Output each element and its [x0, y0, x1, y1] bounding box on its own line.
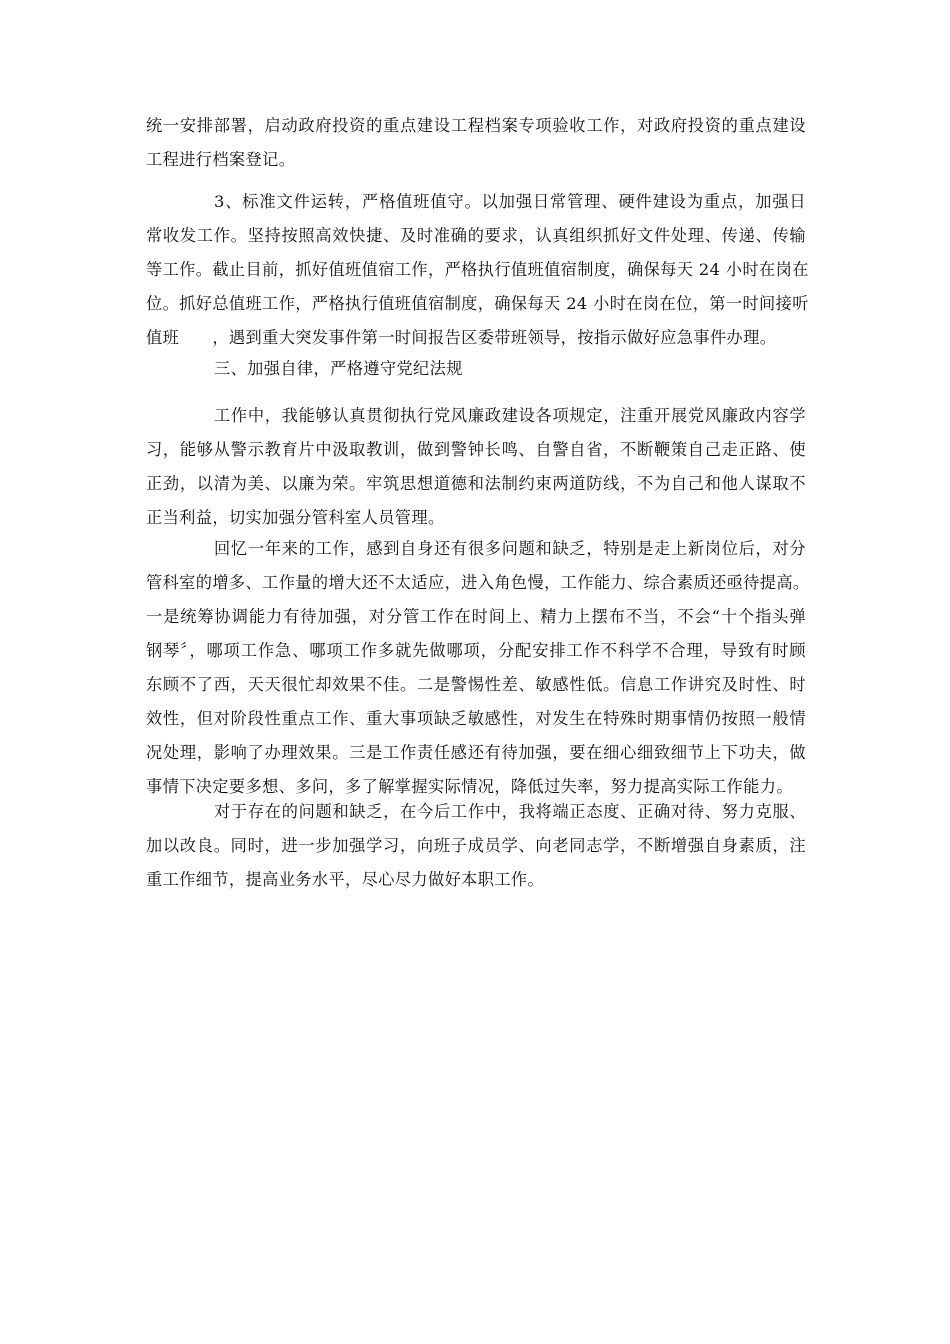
text-line: 况处理，影响了办理效果。三是工作责任感还有待加强，要在细心细致细节上下功夫，做 — [146, 743, 806, 762]
text-line: 正当利益，切实加强分管科室人员管理。 — [146, 508, 445, 527]
section-heading-discipline — [146, 352, 806, 386]
text-line: 统一安排部署，启动政府投资的重点建设工程档案专项验收工作，对政府投资的重点建设 — [146, 116, 806, 135]
text-line: 习，能够从警示教育片中汲取教训，做到警钟长鸣、自警自省，不断鞭策自己走正路、使 — [146, 440, 806, 459]
paragraph-improvement — [146, 795, 806, 897]
text-line: 值班 ，遇到重大突发事件第一时间报告区委带班领导，按指示做好应急事件办理。 — [146, 328, 777, 347]
text-line: 位。抓好总值班工作，严格执行值班值宿制度，确保每天 24 小时在岗在位，第一时间接听 — [146, 294, 809, 313]
text-line: 常收发工作。坚持按照高效快捷、及时准确的要求，认真组织抓好文件处理、传递、传输 — [146, 226, 806, 245]
text-line: 重工作细节，提高业务水平，尽心尽力做好本职工作。 — [146, 870, 545, 889]
text-line: 对于存在的问题和缺乏，在今后工作中，我将端正态度、正确对待、努力克服、 — [214, 802, 806, 821]
text-line: 一是统筹协调能力有待加强，对分管工作在时间上、精力上摆布不当，不会“十个指头弹 — [146, 607, 806, 626]
text-line: 3、标准文件运转，严格值班值守。以加强日常管理、硬件建设为重点，加强日 — [214, 192, 806, 211]
text-line: 等工作。截止目前，抓好值班值宿工作，严格执行值班值宿制度，确保每天 24 小时在岗在 — [146, 260, 809, 279]
text-line: 工作中，我能够认真贯彻执行党风廉政建设各项规定，注重开展党风廉政内容学 — [214, 406, 806, 425]
text-line: 事情下决定要多想、多问，多了解掌握实际情况，降低过失率，努力提高实际工作能力。 — [146, 777, 793, 796]
paragraph-duty-management — [146, 185, 809, 355]
text-line: 钢琴〞，哪项工作急、哪项工作多就先做哪项，分配安排工作不科学不合理，导致有时顾 — [146, 641, 806, 660]
text-line: 管科室的增多、工作量的增大还不太适应，进入角色慢，工作能力、综合素质还亟待提高。 — [146, 573, 810, 592]
section-heading-text: 三、加强自律，严格遵守党纪法规 — [214, 359, 463, 378]
text-line: 加以改良。同时，进一步加强学习，向班子成员学、向老同志学，不断增强自身素质，注 — [146, 836, 806, 855]
paragraph-archive-acceptance — [146, 109, 806, 177]
text-line: 正劲，以清为美、以廉为荣。牢筑思想道德和法制约束两道防线，不为自己和他人谋取不 — [146, 474, 806, 493]
text-line: 效性，但对阶段性重点工作、重大事项缺乏敏感性，对发生在特殊时期事情仍按照一般情 — [146, 709, 806, 728]
text-line: 东顾不了西，天天很忙却效果不佳。二是警惕性差、敏感性低。信息工作讲究及时性、时 — [146, 675, 806, 694]
paragraph-integrity — [146, 399, 806, 535]
paragraph-self-review — [146, 532, 810, 804]
text-line: 工程进行档案登记。 — [146, 150, 296, 169]
text-line: 回忆一年来的工作，感到自身还有很多问题和缺乏，特别是走上新岗位后，对分 — [214, 539, 806, 558]
